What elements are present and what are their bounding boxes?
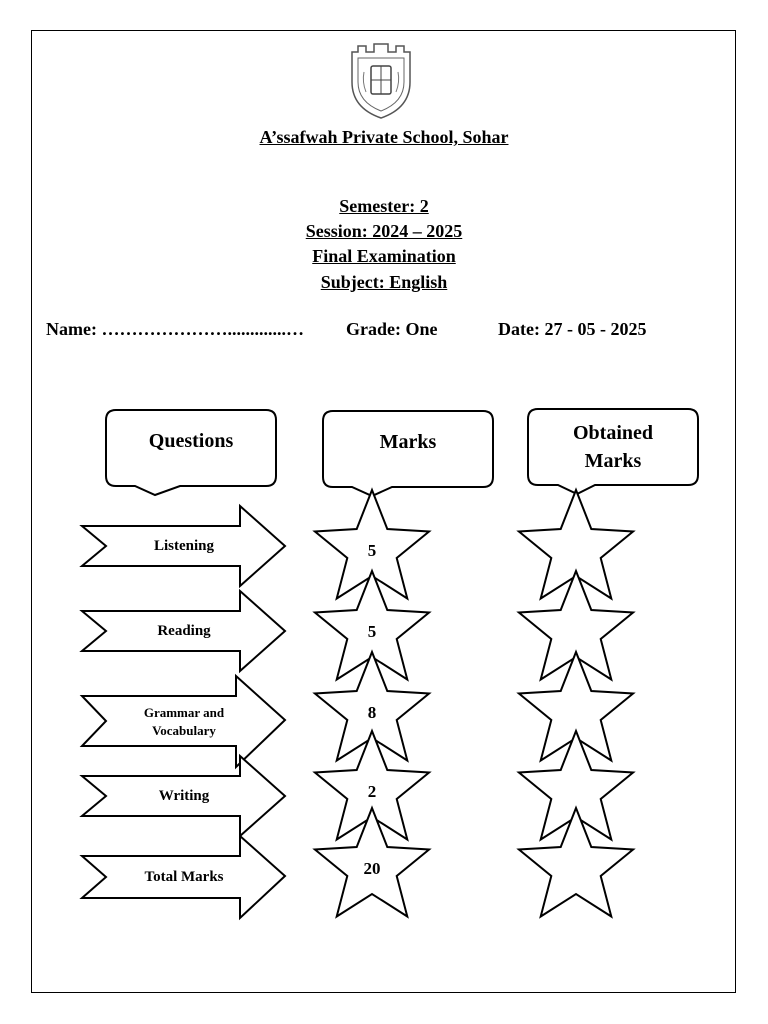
subject: Subject: English bbox=[320, 272, 448, 292]
question-label-line1: Grammar and bbox=[143, 705, 225, 720]
school-name: A’ssafwah Private School, Sohar bbox=[259, 127, 509, 147]
semester: Semester: 2 bbox=[339, 196, 429, 216]
marks-value: 5 bbox=[367, 622, 377, 641]
questions-header-bubble bbox=[106, 410, 276, 495]
questions-header: Questions bbox=[148, 430, 234, 452]
marks-value: 8 bbox=[367, 703, 377, 722]
session: Session: 2024 – 2025 bbox=[305, 221, 463, 241]
question-label: Total Marks bbox=[144, 869, 224, 885]
obtained-marks-star[interactable] bbox=[519, 808, 633, 917]
obtained-header-line2: Marks bbox=[584, 450, 642, 472]
marks-value: 2 bbox=[367, 782, 377, 801]
question-arrow-reading bbox=[82, 591, 285, 671]
question-arrow-writing bbox=[82, 756, 285, 836]
marks-value: 5 bbox=[367, 541, 377, 560]
question-label: Listening bbox=[153, 538, 215, 554]
obtained-header-line1: Obtained bbox=[572, 422, 654, 444]
marks-header-bubble bbox=[323, 411, 493, 496]
question-arrow-grammar bbox=[82, 676, 285, 767]
exam-date: Date: 27 - 05 - 2025 bbox=[498, 319, 647, 339]
question-arrow-listening bbox=[82, 506, 285, 586]
exam-title: Final Examination bbox=[312, 246, 456, 266]
marks-value: 20 bbox=[363, 859, 381, 878]
grade: Grade: One bbox=[346, 319, 438, 339]
question-arrow-total bbox=[82, 836, 285, 918]
question-label: Writing bbox=[158, 788, 210, 804]
marks-header: Marks bbox=[379, 431, 437, 453]
question-label-line2: Vocabulary bbox=[152, 723, 216, 738]
name-field: Name: ………………….............… bbox=[46, 319, 304, 339]
question-label: Reading bbox=[157, 623, 211, 639]
